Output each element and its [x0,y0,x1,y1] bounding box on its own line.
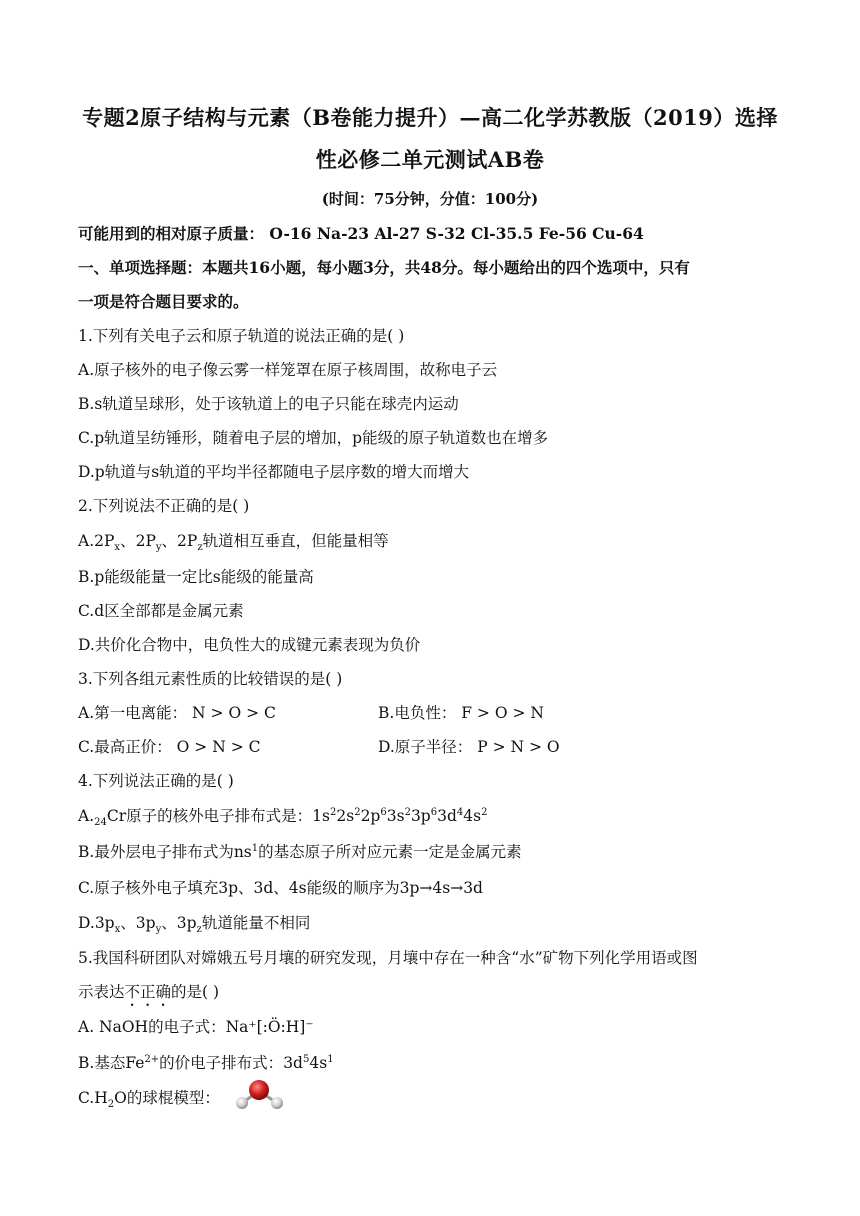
option-label: C. [78,1089,95,1107]
separator: 、 [161,532,178,550]
question-5-stem-line1: 5.我国科研团队对嫦娥五号月壤的研究发现，月壤中存在一种含“水”矿物下列化学用语或图 [78,949,698,967]
subshell: 3p [410,807,431,825]
separator: 、 [120,532,136,550]
question-1-option-b: B.s轨道呈球形，处于该轨道上的电子只能在球壳内运动 [78,395,459,413]
orbital-subscript: x [114,924,121,936]
option-text: B.最外层电子排布式为 [78,843,234,861]
subshell: 3s [386,807,405,825]
subshell: 3d [437,807,457,825]
stem-text: 示表达 [78,983,125,1001]
orbital-subscript: x [114,542,121,554]
question-2-stem: 2.下列说法不正确的是( ) [78,497,250,515]
question-1-option-d: D.p轨道与s轨道的平均半径都随电子层序数的增大而增大 [78,463,470,481]
element-symbol: Fe [125,1054,145,1072]
question-4-option-b [78,842,522,862]
option-label: A. [78,807,95,825]
exam-title-line2: 性必修二单元测试AB卷 [315,147,545,172]
question-2-option-b: B.p能级能量一定比s能级的能量高 [78,568,314,586]
option-text: 的基态原子所对应元素一定是金属元素 [258,843,522,861]
question-2-option-d: D.共价化合物中，电负性大的成键元素表现为负价 [78,636,421,654]
orbital: 2P [135,532,156,550]
option-text: 的球棍模型： [126,1089,220,1107]
subscript: 2 [107,1099,115,1111]
section-heading-line2: 一项是符合题目要求的。 [78,292,249,311]
question-4-option-d [78,913,311,936]
orbital-subscript: z [197,542,203,554]
question-5-option-c [78,1088,220,1111]
question-1-option-a: A.原子核外的电子像云雾一样笼罩在原子核周围，故称电子云 [78,361,498,379]
atomic-masses: 可能用到的相对原子质量： O-16 Na-23 Al-27 S-32 Cl-35.5 Fe-56 Cu-64 [78,224,644,243]
orbital: 3p [94,914,115,932]
subshell: 1s [312,807,330,825]
subshell: 4s [309,1054,328,1072]
electron-count: 6 [430,806,438,818]
question-2-option-c: C.d区全部都是金属元素 [78,602,244,620]
option-text: 轨道相互垂直，但能量相等 [202,532,389,550]
electron-count: 4 [456,806,464,818]
electron-count: 5 [302,1053,310,1065]
option-text: B.基态 [78,1054,126,1072]
question-3-option-a: A.第一电离能： N > O > C [78,704,276,722]
electron-count: 2 [329,806,337,818]
electron-formula: Na⁺[:Ö:H]⁻ [225,1018,314,1036]
ball-and-stick-water-model-icon [233,1078,287,1112]
orbital: 2P [177,532,198,550]
option-label: D. [78,914,95,932]
orbital-subscript: z [196,924,202,936]
subshell: 4s [463,807,482,825]
question-1-stem: 1.下列有关电子云和原子轨道的说法正确的是( ) [78,327,405,345]
question-3-stem: 3.下列各组元素性质的比较错误的是( ) [78,670,343,688]
orbital: 2P [94,532,115,550]
question-2-option-a [78,531,389,554]
option-text: 轨道能量不相同 [201,914,311,932]
option-text: A. NaOH的电子式： [78,1018,226,1036]
electron-count: 6 [380,806,387,818]
time-score-info: (时间：75分钟，分值：100分) [321,190,539,208]
stem-text: 的是( ) [171,983,220,1001]
electron-count: 2 [354,806,361,818]
question-1-option-c: C.p轨道呈纺锤形，随着电子层的增加，p能级的原子轨道数也在增多 [78,429,549,447]
option-text: 原子的核外电子排布式是： [126,807,313,825]
question-5-option-b [78,1053,334,1073]
subshell: 3d [283,1054,303,1072]
separator: 、 [161,914,177,932]
separator: 、 [120,914,136,932]
question-4-option-a [78,806,488,829]
orbital-subscript: y [155,542,162,554]
subshell: ns [233,843,252,861]
subshell: 2p [360,807,381,825]
question-3-option-b: B.电负性： F > O > N [378,704,544,722]
question-4-option-c: C.原子核外电子填充3p、3d、4s能级的顺序为3p→4s→3d [78,879,483,897]
question-5-option-a [78,1017,314,1037]
orbital: 3p [176,914,197,932]
question-3-option-d: D.原子半径： P > N > O [378,738,560,756]
element-symbol: O [114,1089,127,1107]
exam-title-line1: 专题2原子结构与元素（B卷能力提升）—高二化学苏教版（2019）选择 [82,105,778,130]
question-4-stem: 4.下列说法正确的是( ) [78,772,234,790]
emphasized-text: 不正确 [124,983,172,1001]
electron-count: 1 [327,1053,334,1065]
orbital: 3p [135,914,156,932]
option-label: A. [78,532,95,550]
question-3-option-c: C.最高正价： O > N > C [78,738,261,756]
atomic-number: 24 [94,817,107,829]
electron-count: 2 [481,806,488,818]
orbital-subscript: y [155,924,162,936]
element-symbol: Cr [106,807,127,825]
option-text: 的价电子排布式： [159,1054,284,1072]
section-heading-line1: 一、单项选择题：本题共16小题，每小题3分，共48分。每小题给出的四个选项中，只有 [78,258,690,277]
question-5-stem-line2 [78,982,219,1010]
subshell: 2s [336,807,355,825]
electron-count: 1 [251,842,259,854]
electron-count: 2 [404,806,411,818]
ion-charge: 2+ [144,1053,160,1065]
element-symbol: H [94,1089,108,1107]
